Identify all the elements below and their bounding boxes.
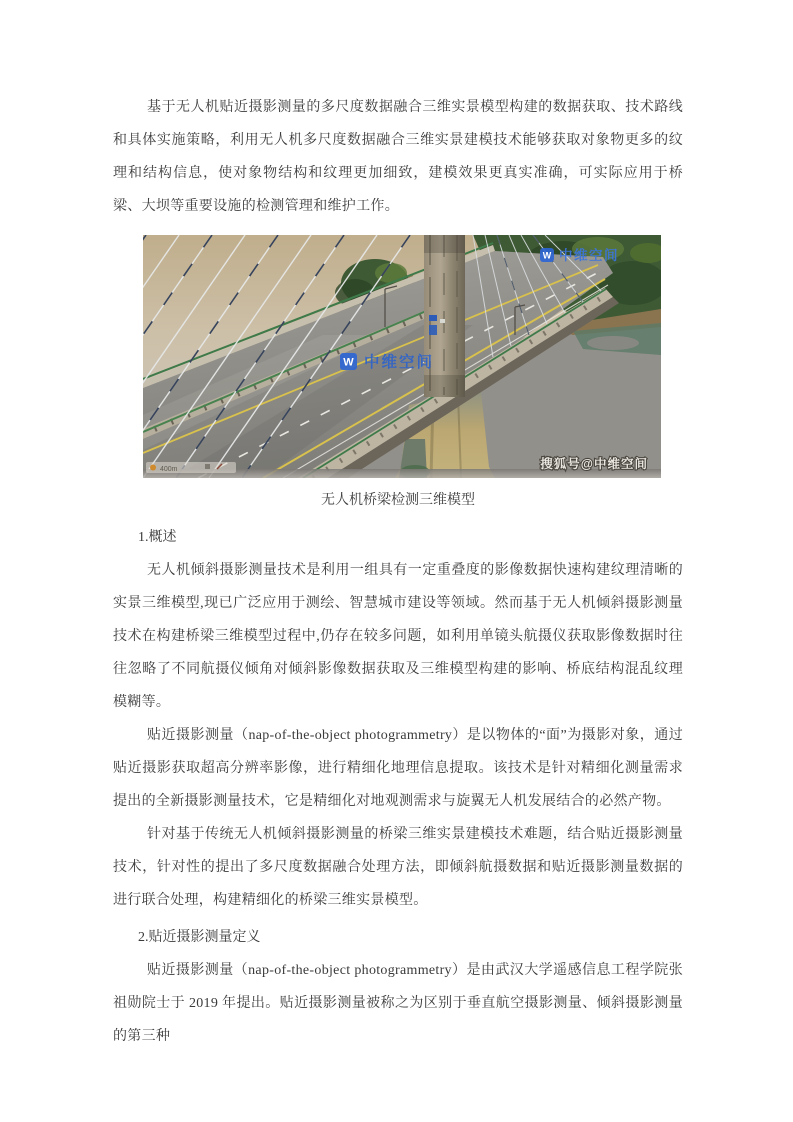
compass-dot-icon [150,465,156,471]
watermark-top-right [540,247,619,263]
bridge-model-image [143,235,661,478]
watermark-source: 搜狐号@中维空间 [540,457,648,471]
watermark-text: 中维空间 [559,248,619,263]
pylon-sign-white [440,319,445,323]
paragraph-nap-origin: 贴近摄影测量（nap-of-the-object photogrammetry）是由武汉大学遥感信息工程学院张祖勋院士于 2019 年提出。贴近摄影测量被称之为区别于垂直航空摄影测量、倾斜摄影测量的第三种 [113,963,683,1044]
watermark-text: 中维空间 [364,354,435,371]
paragraph-intro: 基于无人机贴近摄影测量的多尺度数据融合三维实景模型构建的数据获取、技术路线和具体实施策略，利用无人机多尺度数据融合三维实景建模技术能够获取对象物更多的纹理和结构信息，使对象物结构和纹理更加细致，建模效果更真实准确，可实际应用于桥梁、大坝等重要设施的检测管理和维护工作。 [113,100,683,214]
paragraph-oblique-photogrammetry: 无人机倾斜摄影测量技术是利用一组具有一定重叠度的影像数据快速构建纹理清晰的实景三维模型,现已广泛应用于测绘、智慧城市建设等领域。然而基于无人机倾斜摄影测量技术在构建桥梁三维模型过程中,仍存在较多问题，如利用单镜头航摄仪获取影像数据时往往忽略了不同航摄仪倾角对倾斜影像数据获取及三维模型构建的影响、桥底结构混乱纹理模糊等。 [113,563,683,710]
figure-caption: 无人机桥梁检测三维模型 [321,493,475,508]
bridge-pylon [424,235,465,397]
article-body [113,91,683,1053]
section-heading-definition: 2.贴近摄影测量定义 [138,930,261,945]
watermark-logo-letter: W [542,250,552,261]
paragraph-multiscale-fusion: 针对基于传统无人机倾斜摄影测量的桥梁三维实景建模技术难题，结合贴近摄影测量技术，针对性的提出了多尺度数据融合处理方法，即倾斜航摄数据和贴近摄影测量数据的进行联合处理，构建精细化的桥梁三维实景模型。 [113,827,683,908]
paragraph-nap-definition-intro: 贴近摄影测量（nap-of-the-object photogrammetry）是以物体的“面”为摄影对象，通过贴近摄影获取超高分辨率影像，进行精细化地理信息提取。该技术是针对精细化测量需求提出的全新摄影测量技术，它是精细化对地观测需求与旋翼无人机发展结合的必然产物。 [113,728,683,809]
pylon-sign-blue2 [429,325,437,335]
pylon-sign-blue [429,315,437,321]
toolbar-mark [205,464,210,469]
scale-label: 400m [160,466,178,473]
bridge-3d-render [143,235,661,478]
watermark-logo-letter: W [343,356,354,369]
viewer-scale-toolbar[interactable] [146,462,236,473]
section-heading-overview: 1.概述 [138,530,177,545]
watermark-center [340,352,434,371]
